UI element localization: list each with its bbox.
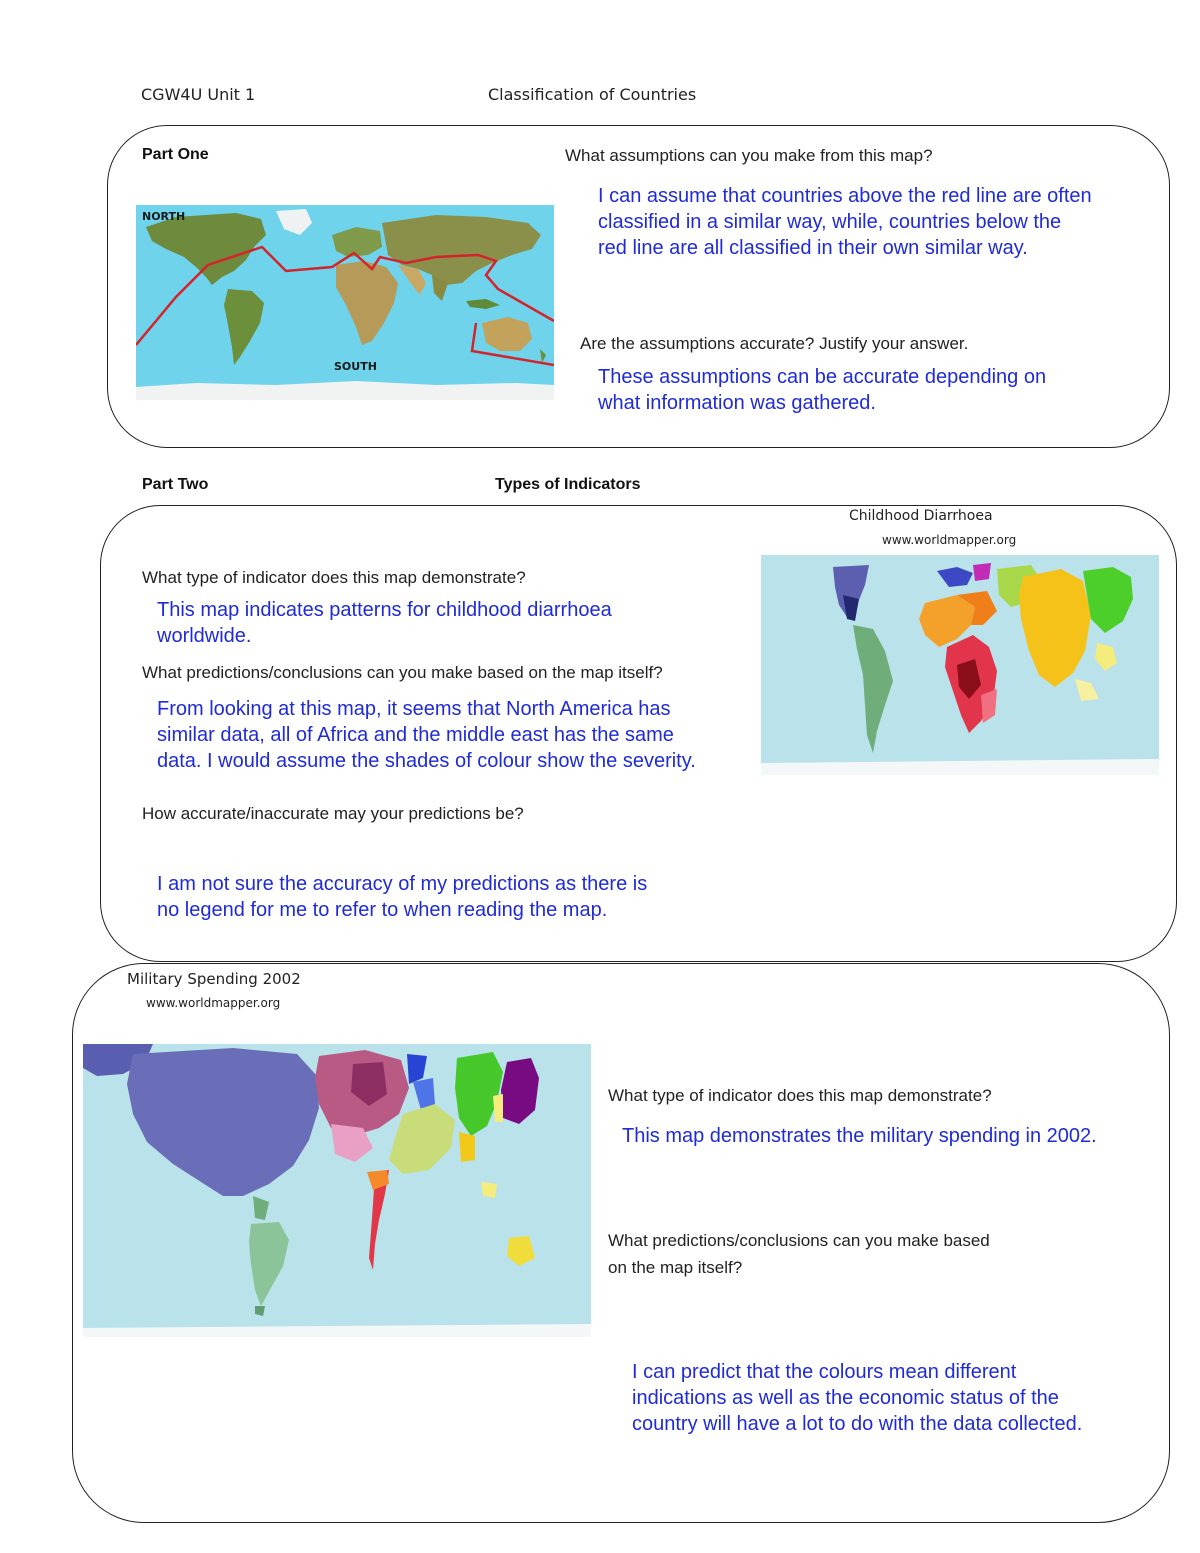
part-two-question-3: How accurate/inaccurate may your predictions be? — [142, 804, 524, 823]
answer-line: This map indicates patterns for childhood diarrhoea — [157, 599, 612, 621]
part-three-answer-1: This map demonstrates the military spending in 2002. — [622, 1125, 1097, 1147]
part-three-question-2 — [608, 1227, 990, 1281]
south-label: SOUTH — [334, 360, 377, 373]
north-south-map — [136, 205, 554, 400]
question-line: What predictions/conclusions can you make based — [608, 1231, 990, 1250]
answer-line: These assumptions can be accurate depending on — [598, 366, 1047, 388]
answer-line: worldwide. — [157, 625, 252, 647]
diarrhoea-map-source: www.worldmapper.org — [882, 533, 1017, 547]
part-two-answer-2 — [157, 696, 696, 774]
part-one-label: Part One — [142, 146, 209, 163]
part-two-answer-1 — [157, 597, 612, 649]
answer-line: data. I would assume the shades of colour show the severity. — [157, 750, 696, 772]
page-title: Classification of Countries — [488, 85, 697, 104]
childhood-diarrhoea-map — [761, 555, 1159, 775]
part-one-answer-1 — [598, 183, 1092, 261]
answer-line: indications as well as the economic status of the — [632, 1387, 1059, 1409]
answer-line: what information was gathered. — [598, 392, 876, 414]
military-map-title: Military Spending 2002 — [127, 970, 301, 988]
question-line: on the map itself? — [608, 1258, 743, 1277]
part-two-heading: Types of Indicators — [495, 476, 641, 493]
answer-line: country will have a lot to do with the data collected. — [632, 1413, 1083, 1435]
part-one-answer-2 — [598, 364, 1046, 416]
indonesia — [481, 1182, 497, 1198]
india — [459, 1132, 475, 1162]
north-label: NORTH — [142, 210, 186, 223]
part-two-question-2: What predictions/conclusions can you make based on the map itself? — [142, 663, 663, 682]
military-spending-map — [83, 1044, 591, 1337]
part-one-question-2: Are the assumptions accurate? Justify your answer. — [580, 334, 969, 353]
part-two-question-1: What type of indicator does this map demonstrate? — [142, 568, 526, 587]
answer-line: classified in a similar way, while, countries below the — [598, 211, 1062, 233]
answer-line: similar data, all of Africa and the middle east has the same — [157, 724, 674, 746]
course-code: CGW4U Unit 1 — [141, 85, 256, 104]
part-two-label: Part Two — [142, 476, 209, 493]
part-two-answer-3 — [157, 871, 647, 923]
antarctica — [136, 381, 554, 400]
answer-line: red line are all classified in their own similar way. — [598, 237, 1028, 259]
part-three-answer-2 — [632, 1359, 1082, 1437]
part-one-question-1: What assumptions can you make from this map? — [565, 146, 933, 165]
answer-line: I can predict that the colours mean different — [632, 1361, 1017, 1383]
answer-line: no legend for me to refer to when reading the map. — [157, 899, 608, 921]
answer-line: I am not sure the accuracy of my predictions as there is — [157, 873, 648, 895]
military-map-source: www.worldmapper.org — [146, 996, 281, 1010]
diarrhoea-map-title: Childhood Diarrhoea — [849, 508, 993, 524]
answer-line: From looking at this map, it seems that North America has — [157, 698, 671, 720]
answer-line: I can assume that countries above the red line are often — [598, 185, 1092, 207]
eastern-europe — [973, 563, 991, 581]
part-three-question-1: What type of indicator does this map demonstrate? — [608, 1086, 992, 1105]
